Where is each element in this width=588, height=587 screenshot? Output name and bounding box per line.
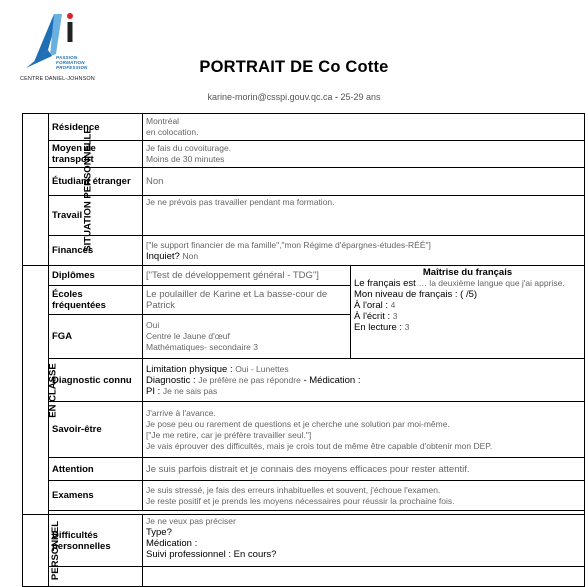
- francais-cell: Maîtrise du français Le français est … la deuxième langue que j'ai apprise. Mon niveau de français : ( /5) À l'oral : 4 À l'écrit : 3 En lecture : 3: [351, 266, 585, 359]
- contact-email: karine-morin@csspi.gouv.qc.ca: [207, 92, 333, 102]
- label-savoir: Savoir-être: [49, 402, 143, 458]
- value-etudiant: Non: [143, 168, 585, 196]
- value-examens: Je suis stressé, je fais des erreurs inhabituelles et souvent, j'échoue l'examen. Je reste positif et je prends les moyens nécessaires pour réussir la prochaine fois.: [143, 481, 585, 511]
- row-examens: [23, 481, 585, 511]
- section-classe: EN CLASSE: [23, 266, 49, 515]
- label-diagnostic: Diagnostic connu: [49, 359, 143, 402]
- value-transport: Je fais du covoiturage. Moins de 30 minutes: [143, 141, 585, 168]
- label-finances: Finances: [49, 236, 143, 266]
- contact-line: [0, 92, 588, 102]
- row-diplomes: [23, 266, 585, 286]
- row-next: [23, 567, 585, 587]
- age-range: 25-29 ans: [340, 92, 381, 102]
- label-diplomes: Diplômes: [49, 266, 143, 286]
- row-savoir: [23, 402, 585, 458]
- row-residence: [23, 114, 585, 141]
- label-examens: Examens: [49, 481, 143, 511]
- section-situation: SITUATION PERSONNELLE: [23, 114, 49, 266]
- value-residence: Montréal en colocation.: [143, 114, 585, 141]
- value-diplomes: ["Test de développement général - TDG"]: [143, 266, 351, 286]
- logo-wordmark: PASSION FORMATION PROFESSION: [56, 55, 88, 70]
- label-transport: Moyen de transport: [49, 141, 143, 168]
- label-difficultes: Difficultés personnelles: [49, 515, 143, 567]
- centre-label: CENTRE DANIEL-JOHNSON: [20, 76, 95, 82]
- row-finances: [23, 236, 585, 266]
- portrait-table: [22, 113, 585, 587]
- label-ecoles: Écoles fréquentées: [49, 286, 143, 315]
- label-residence: Résidence: [49, 114, 143, 141]
- section-personnel: PERSONNEL: [23, 515, 49, 587]
- row-travail: [23, 196, 585, 236]
- label-travail: Travail: [49, 196, 143, 236]
- separator: -: [335, 92, 341, 102]
- value-ecoles: Le poulailler de Karine et La basse-cour de Patrick: [143, 286, 351, 315]
- row-transport: [23, 141, 585, 168]
- value-travail: Je ne prévois pas travailler pendant ma formation.: [143, 196, 585, 236]
- value-fga: Oui Centre le Jaune d'œuf Mathématiques- secondaire 3: [143, 315, 351, 359]
- value-attention: Je suis parfois distrait et je connais des moyens efficaces pour rester attentif.: [143, 458, 585, 481]
- value-difficultes: Je ne veux pas préciser Type? Médication : Suivi professionnel : En cours?: [143, 515, 585, 567]
- value-diagnostic: Limitation physique : Oui - Lunettes Diagnostic : Je préfère ne pas répondre - Médication : PI : Je ne sais pas: [143, 359, 585, 402]
- label-etudiant: Étudiant étranger: [49, 168, 143, 196]
- value-finances: ["le support financier de ma famille","mon Régime d'épargnes-études-RÉÉ"] Inquiet? Non: [143, 236, 585, 266]
- label-fga: FGA: [49, 315, 143, 359]
- page-title: PORTRAIT DE Co Cotte: [199, 58, 389, 76]
- row-diagnostic: [23, 359, 585, 402]
- row-difficultes: [23, 515, 585, 567]
- row-attention: [23, 458, 585, 481]
- value-savoir: J'arrive à l'avance. Je pose peu ou rarement de questions et je cherche une solution par moi-même. ["Je me retire, car je préfère travailler seul."] Je vais éprouver des difficultés, mais je crois tout de même être capable d'obtenir mon DEP.: [143, 402, 585, 458]
- label-attention: Attention: [49, 458, 143, 481]
- row-etudiant: [23, 168, 585, 196]
